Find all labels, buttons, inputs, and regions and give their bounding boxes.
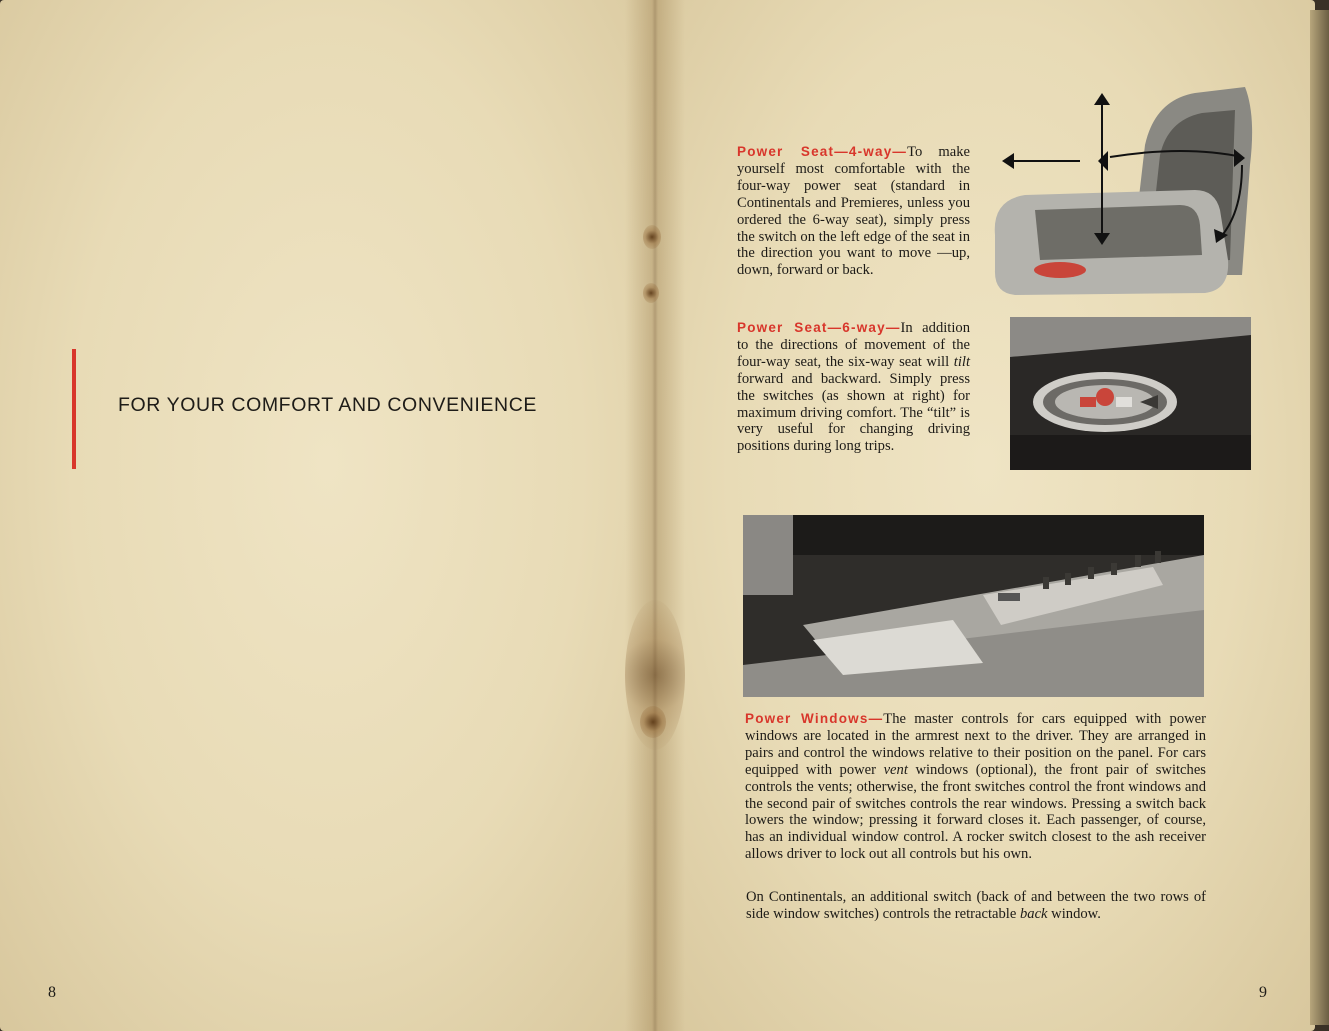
power-seat-illustration <box>980 85 1258 300</box>
power-seat-6way-italic: tilt <box>953 353 970 370</box>
power-seat-6way-title: Power Seat—6-way— <box>737 320 901 335</box>
continentals-note-paragraph <box>746 889 1206 923</box>
binding-stain <box>643 283 659 303</box>
power-windows-body: The master controls for cars equipped with power windows are located in the armrest next to the driver. They are arranged in pairs and control the windows relative to their position on the panel. For cars equipped with power <box>745 711 1206 778</box>
power-windows-title: Power Windows— <box>745 711 884 726</box>
power-seat-6way-body-end: forward and backward. Simply press the switches (as shown at right) for maximum driving comfort. The “tilt” is very useful for changing driving positions during long trips. <box>737 370 970 455</box>
left-page <box>0 0 655 1031</box>
power-seat-4way-body: To make yourself most comfortable with the four-way power seat (standard in Continentals and Premieres, unless you ordered the 6-way seat), simply press the switch on the left edge of the seat in the direction you want to move —up, down, forward or back. <box>737 144 970 279</box>
binding-stain <box>643 225 661 249</box>
book-gutter <box>625 0 685 1031</box>
binding-stain <box>640 706 666 738</box>
accent-bar <box>72 349 76 469</box>
continentals-note-body-end: window. <box>1047 905 1101 922</box>
power-seat-4way-title: Power Seat—4-way— <box>737 144 908 159</box>
power-seat-6way-body: In addition to the directions of movement of the four-way seat, the six-way seat will <box>737 320 970 370</box>
continentals-note-body: On Continentals, an additional switch (back of and between the two rows of side window switches) controls the retractable <box>746 889 1206 922</box>
power-seat-4way-paragraph <box>737 144 970 279</box>
page-number-left: 8 <box>48 984 56 1001</box>
page-edge <box>1310 10 1329 1025</box>
continentals-note-italic: back <box>1019 905 1048 922</box>
armrest-window-controls-photo <box>743 515 1204 697</box>
power-seat-6way-paragraph <box>737 320 970 455</box>
six-way-switch-photo <box>1010 317 1251 470</box>
power-windows-body-end: windows (optional), the front pair of switches controls the vents; otherwise, the front switches control the front windows and the second pair of switches controls the rear windows. Pressing a switch back lowers the window; pressing it forward closes it. Each passenger, of course, has an individual window control. A rocker switch closest to the ash receiver allows driver to lock out all controls but his own. <box>745 761 1206 863</box>
power-windows-paragraph <box>745 711 1206 863</box>
page-number-right: 9 <box>1259 984 1267 1001</box>
section-heading: FOR YOUR COMFORT AND CONVENIENCE <box>118 394 537 416</box>
power-windows-italic: vent <box>883 761 908 778</box>
